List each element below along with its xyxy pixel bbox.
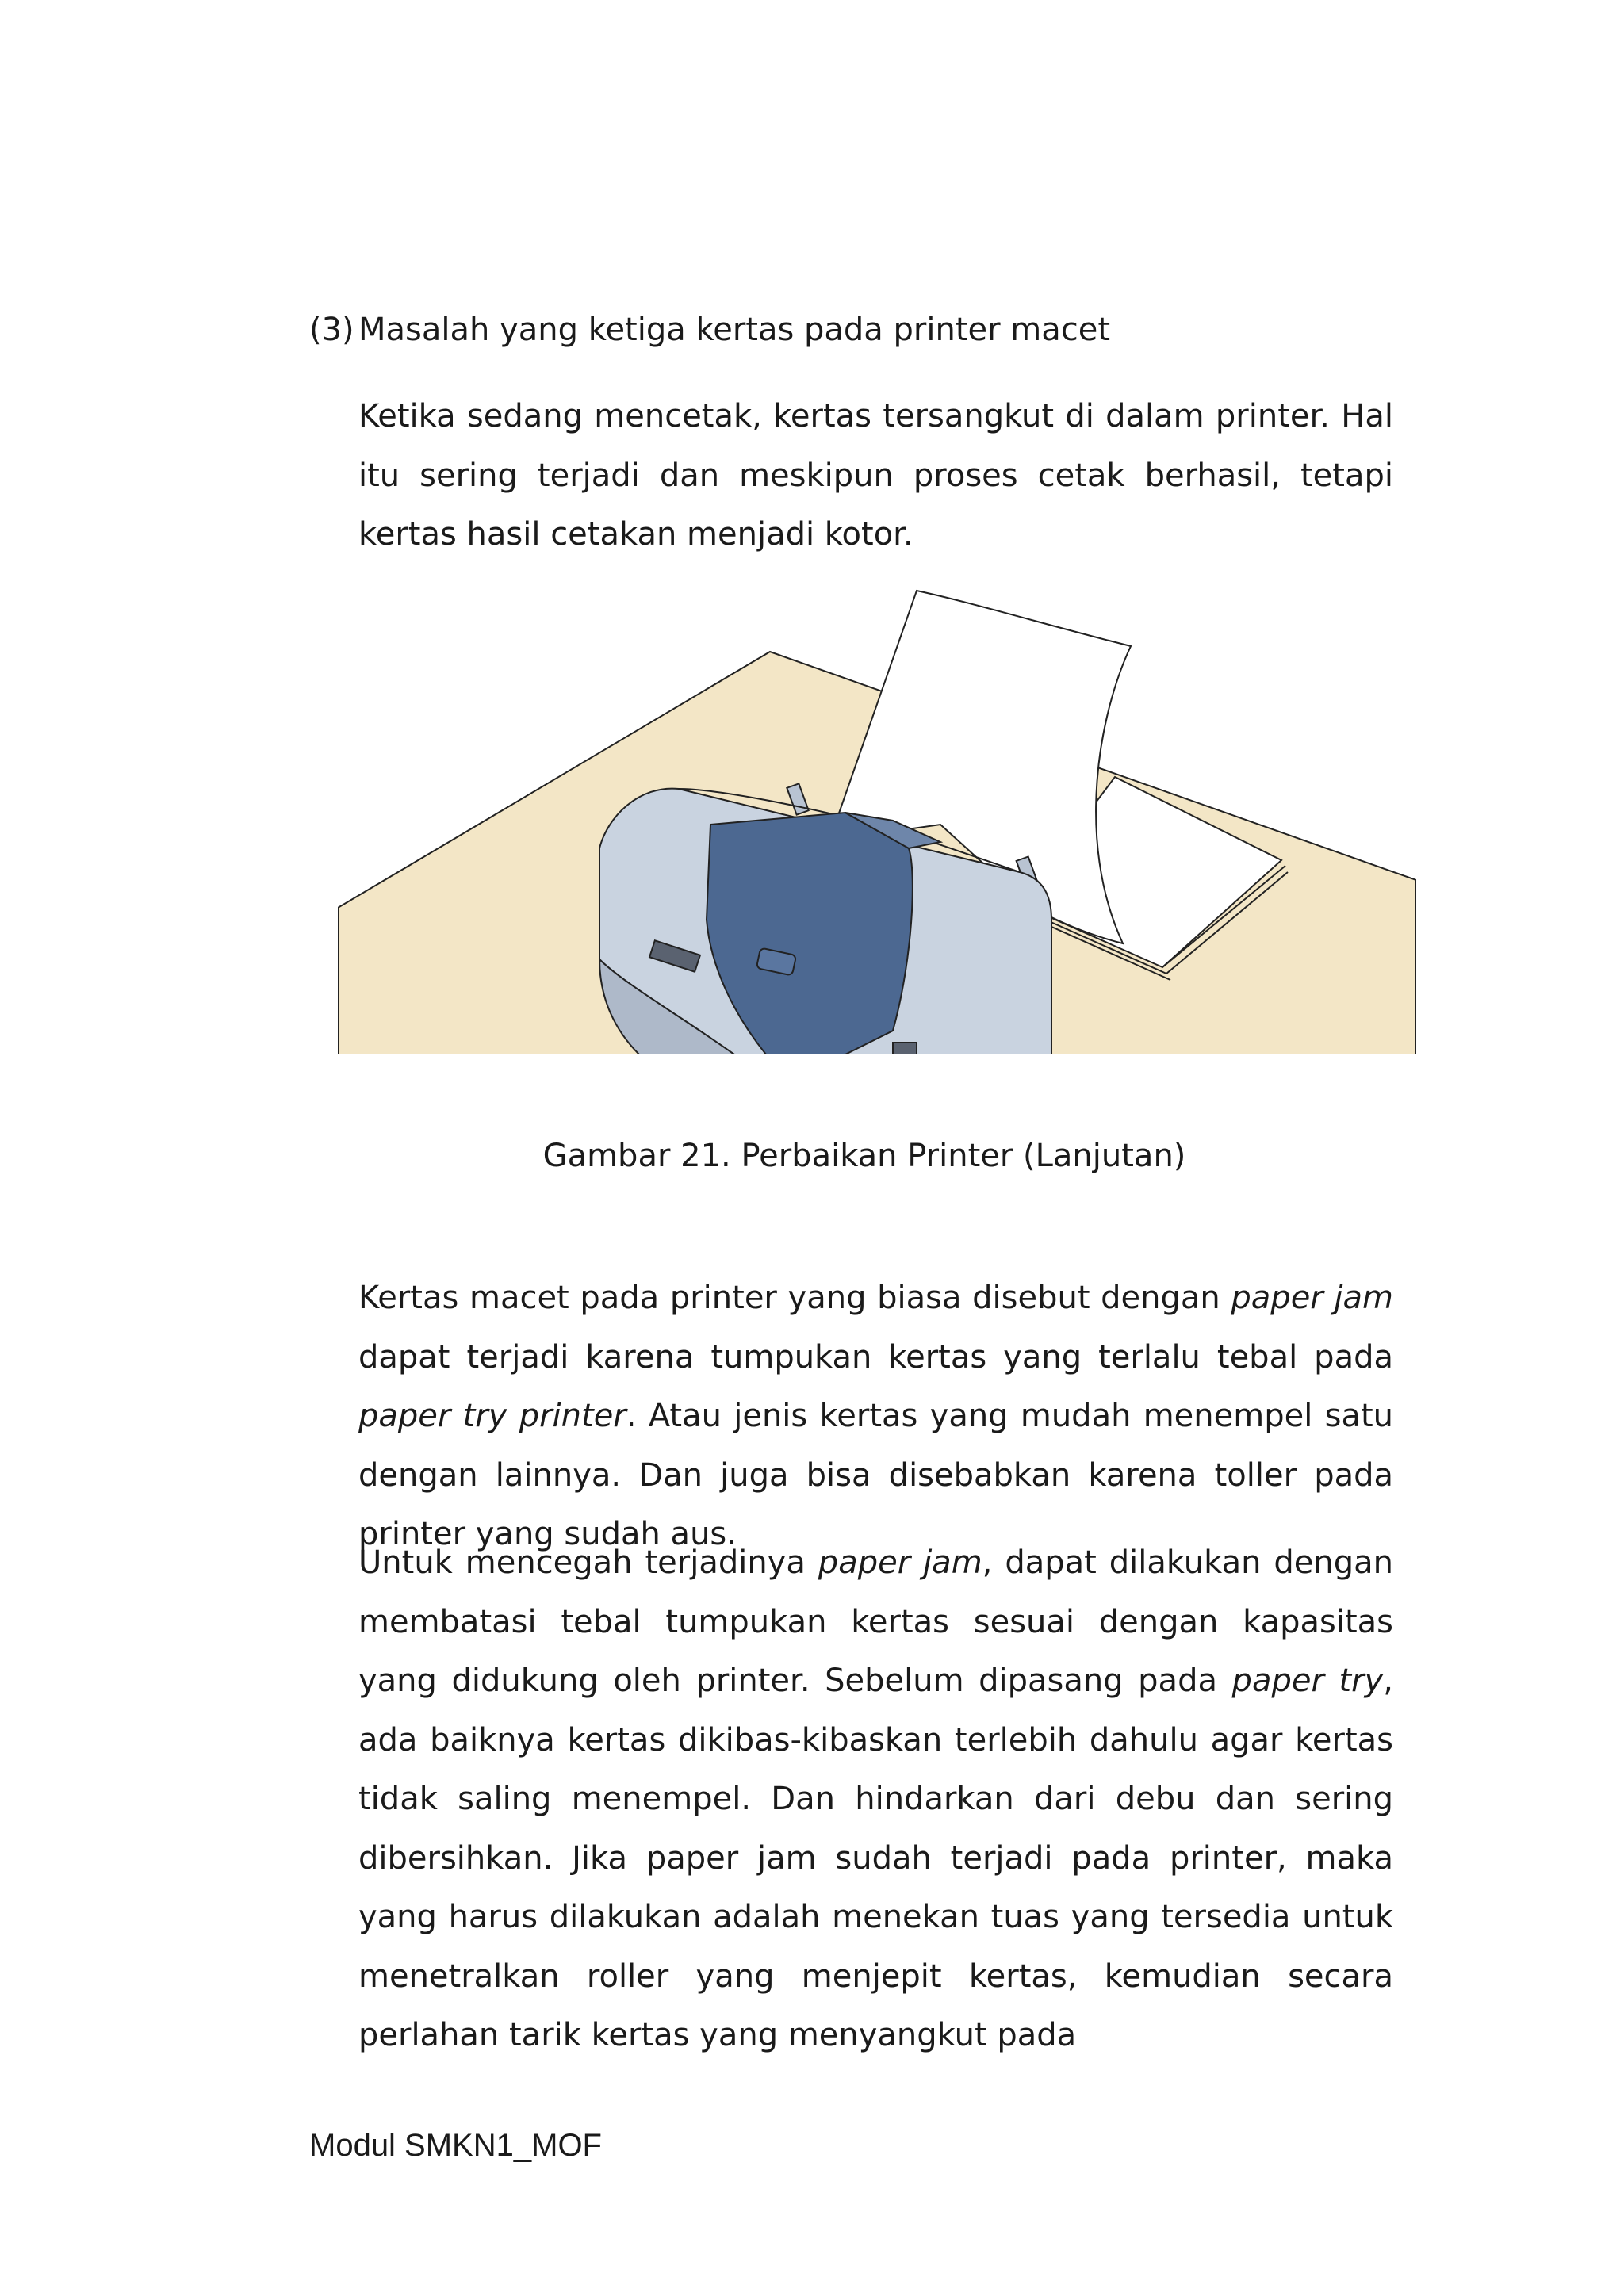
text-run: Kertas macet pada printer yang biasa disebut dengan: [358, 1280, 1231, 1316]
text-run: Untuk mencegah terjadinya: [358, 1544, 818, 1581]
italic-term: paper jam: [818, 1544, 982, 1581]
text-run: , dapat dilakukan dengan membatasi tebal tumpukan kertas sesuai dengan kapasitas yang didukung oleh printer. Sebelum dipasang pada: [358, 1544, 1393, 1699]
paragraph-paper-jam-prevention: [358, 1533, 1393, 2065]
page-footer: Modul SMKN1_MOF: [309, 2128, 602, 2163]
paragraph-paper-jam-causes: [358, 1269, 1393, 1564]
section-number: (3): [309, 312, 354, 348]
section-heading: [309, 308, 1110, 352]
figure-caption: Gambar 21. Perbaikan Printer (Lanjutan): [542, 1138, 1186, 1174]
printer-paper-jam-illustration: [338, 587, 1416, 1054]
text-run: dapat terjadi karena tumpukan kertas yang terlalu tebal pada: [358, 1338, 1393, 1376]
paragraph-intro: Ketika sedang mencetak, kertas tersangkut di dalam printer. Hal itu sering terjadi dan meskipun proses cetak berhasil, tetapi kertas hasil cetakan menjadi kotor.: [358, 398, 1393, 553]
italic-term: paper jam: [1231, 1280, 1393, 1316]
text-run: . Atau jenis kertas yang mudah menempel satu dengan lainnya. Dan juga bisa disebabkan karena toller pada printer yang sudah aus.: [358, 1398, 1393, 1552]
text-run: , ada baiknya kertas dikibas-kibaskan terlebih dahulu agar kertas tidak saling menempel. Dan hindarkan dari debu dan sering dibersihkan. Jika paper jam sudah terjadi pada printer, maka yang harus dilakukan adalah menekan tuas yang tersedia untuk menetralkan roller yang menjepit kertas, kemudian secara perlahan tarik kertas yang menyangkut pada: [358, 1663, 1393, 2053]
italic-term: paper try: [1231, 1663, 1384, 1699]
italic-term: paper try printer: [358, 1398, 626, 1434]
section-title: Masalah yang ketiga kertas pada printer macet: [358, 312, 1111, 348]
